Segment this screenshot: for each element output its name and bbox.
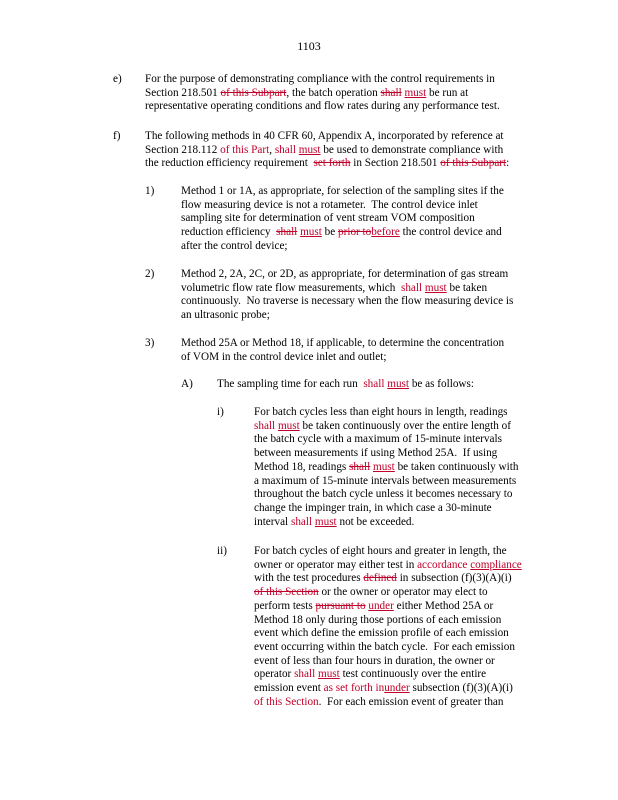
deleted-text: of this Subpart [220, 86, 287, 99]
inserted-text: before [371, 226, 400, 239]
text-line [181, 240, 288, 254]
text-run: Method 2, 2A, 2C, or 2D, as appropriate, for determination of gas stream [181, 268, 509, 280]
text-run: Section 218.501 [145, 86, 221, 99]
text-line [254, 627, 509, 641]
text-run: be run at [426, 86, 469, 99]
text-run: , [269, 143, 275, 156]
text-line [145, 87, 468, 101]
text-run: For the purpose of demonstrating compliance with the control requirements in [145, 73, 495, 85]
inserted-text: under [368, 599, 394, 612]
revised-text: shall [274, 143, 296, 156]
text-run: interval [254, 515, 291, 528]
text-line [254, 447, 497, 461]
text-run: change the impinger train, in which case a 30-minute [254, 501, 492, 514]
text-line [145, 144, 503, 158]
revised-text: shall [254, 419, 276, 432]
deleted-text: shall [276, 226, 298, 239]
inserted-text: must [277, 419, 300, 432]
revised-text: of this Part [220, 143, 270, 156]
text-run: or the owner or operator may elect to [318, 586, 488, 599]
revised-text: shall [290, 515, 313, 528]
page-number: 1103 [297, 39, 321, 53]
text-run: For batch cycles of eight hours and greater in length, the [254, 545, 507, 557]
deleted-text: defined [363, 572, 397, 585]
inserted-text: must [404, 86, 427, 99]
text-run: the control device and [399, 226, 502, 239]
text-line [181, 351, 386, 365]
revised-text: shall [400, 281, 423, 294]
text-line [254, 475, 516, 489]
text-run: Section 218.112 [145, 143, 221, 156]
text-line [181, 295, 513, 309]
revised-text: accordance [417, 558, 468, 571]
text-run: an ultrasonic probe; [181, 309, 270, 322]
text-run: be as follows: [409, 378, 474, 390]
deleted-text: of this Section [254, 586, 319, 599]
text-run: the reduction efficiency requirement [145, 157, 314, 170]
text-run: Method 18, readings [254, 460, 350, 473]
inserted-text: must [373, 460, 395, 473]
text-line [217, 378, 474, 392]
text-run: in subsection (f)(3)(A)(i) [396, 572, 512, 585]
paragraph-label: 3) [145, 337, 155, 349]
paragraph-label: e) [113, 73, 122, 85]
text-line [254, 586, 488, 600]
text-run: perform tests [254, 599, 316, 612]
text-line [254, 420, 511, 434]
inserted-text: under [384, 682, 410, 694]
text-run: of VOM in the control device inlet and outlet; [181, 350, 387, 363]
revised-text: as set forth in [323, 682, 385, 694]
text-run: continuously. No traverse is necessary when the flow measuring device is [181, 295, 514, 308]
text-run: . For each emission event of greater than [318, 695, 504, 708]
text-line [145, 100, 500, 114]
text-run: operator [254, 668, 295, 681]
text-run: flow measuring device is not a rotameter. The control device inlet [181, 198, 478, 211]
deleted-text: of this Subpart [440, 157, 507, 170]
deleted-text: pursuant to [315, 599, 366, 612]
text-run: volumetric flow rate flow measurements, which [181, 281, 401, 294]
text-line [145, 130, 504, 144]
text-run: a maximum of 15-minute intervals between measurements [254, 474, 517, 487]
text-run: sampling site for determination of vent stream VOM composition [181, 212, 475, 225]
text-line [254, 668, 486, 682]
text-line [181, 226, 502, 240]
text-run: Method 25A or Method 18, if applicable, to determine the concentration [181, 337, 505, 349]
revised-text: shall [294, 668, 316, 681]
text-line [254, 545, 507, 559]
text-line [145, 157, 509, 171]
text-run: be taken continuously with [394, 460, 519, 473]
text-line [254, 655, 495, 669]
text-run: be [321, 226, 339, 239]
text-line [254, 516, 414, 530]
inserted-text: must [298, 143, 321, 156]
text-run: event occurring within the batch cycle. For each emission [254, 640, 515, 653]
text-run: The following methods in 40 CFR 60, Appendix A, incorporated by reference at [145, 130, 504, 142]
text-line [254, 641, 515, 655]
paragraph-label: 1) [145, 185, 155, 197]
text-line [181, 212, 475, 226]
text-run: with the test procedures [254, 572, 364, 585]
text-run: in Section 218.501 [350, 157, 441, 170]
text-run: event which define the emission profile of each emission [254, 627, 509, 640]
text-line [181, 309, 270, 323]
text-run: The sampling time for each run [217, 378, 364, 390]
revised-text: shall [363, 378, 385, 390]
text-run: Method 1 or 1A, as appropriate, for selection of the sampling sites if the [181, 185, 504, 197]
text-line [145, 73, 495, 87]
text-run: either Method 25A or [393, 599, 494, 612]
deleted-text: prior to [338, 226, 372, 239]
text-line [254, 614, 501, 628]
text-run: be taken [446, 281, 488, 294]
text-line [181, 337, 504, 351]
inserted-text: must [424, 281, 447, 294]
text-run: emission event [254, 682, 324, 694]
text-line [254, 572, 512, 586]
text-run: be used to demonstrate compliance with [320, 143, 504, 156]
text-run: be taken continuously over the entire length of [299, 419, 511, 432]
text-run: owner or operator may either test in [254, 558, 418, 571]
paragraph-label: i) [217, 406, 224, 418]
text-line [254, 502, 492, 516]
deleted-text: shall [380, 86, 402, 99]
text-line [181, 282, 487, 296]
inserted-text: must [387, 378, 410, 390]
text-run: reduction efficiency [181, 226, 277, 239]
paragraph-label: f) [113, 130, 121, 142]
text-line [254, 461, 518, 475]
text-line [254, 696, 503, 710]
text-line [254, 600, 493, 614]
text-run: test continuously over the entire [339, 668, 487, 681]
paragraph-label: 2) [145, 268, 155, 280]
inserted-text: must [300, 226, 322, 239]
deleted-text: set forth [313, 157, 351, 170]
text-line [181, 268, 508, 282]
text-line [254, 682, 513, 696]
text-run: subsection (f)(3)(A)(i) [409, 682, 513, 694]
text-run: not be exceeded. [336, 515, 415, 528]
deleted-text: shall [349, 460, 371, 473]
text-run: event of less than four hours in duration, the owner or [254, 654, 495, 667]
text-line [181, 199, 478, 213]
text-run: For batch cycles less than eight hours in length, readings [254, 406, 508, 418]
text-line [181, 185, 504, 199]
text-line [254, 559, 522, 573]
text-run: throughout the batch cycle unless it becomes necessary to [254, 488, 513, 501]
inserted-text: must [318, 668, 340, 681]
revised-text: of this Section [254, 695, 319, 708]
inserted-text: must [314, 515, 337, 528]
text-run: the batch cycle with a maximum of 15-minute intervals [254, 433, 502, 446]
text-run: between measurements if using Method 25A. If using [254, 447, 498, 460]
inserted-text: compliance [470, 558, 522, 571]
text-run: : [506, 157, 510, 170]
text-run: representative operating conditions and flow rates during any performance test. [145, 100, 500, 113]
text-run: after the control device; [181, 239, 288, 252]
paragraph-label: ii) [217, 545, 227, 557]
paragraph-label: A) [181, 378, 193, 390]
text-line [254, 406, 508, 420]
text-line [254, 433, 502, 447]
text-line [254, 488, 512, 502]
text-run: , the batch operation [286, 86, 381, 99]
text-run: Method 18 only during those portions of each emission [254, 613, 502, 626]
